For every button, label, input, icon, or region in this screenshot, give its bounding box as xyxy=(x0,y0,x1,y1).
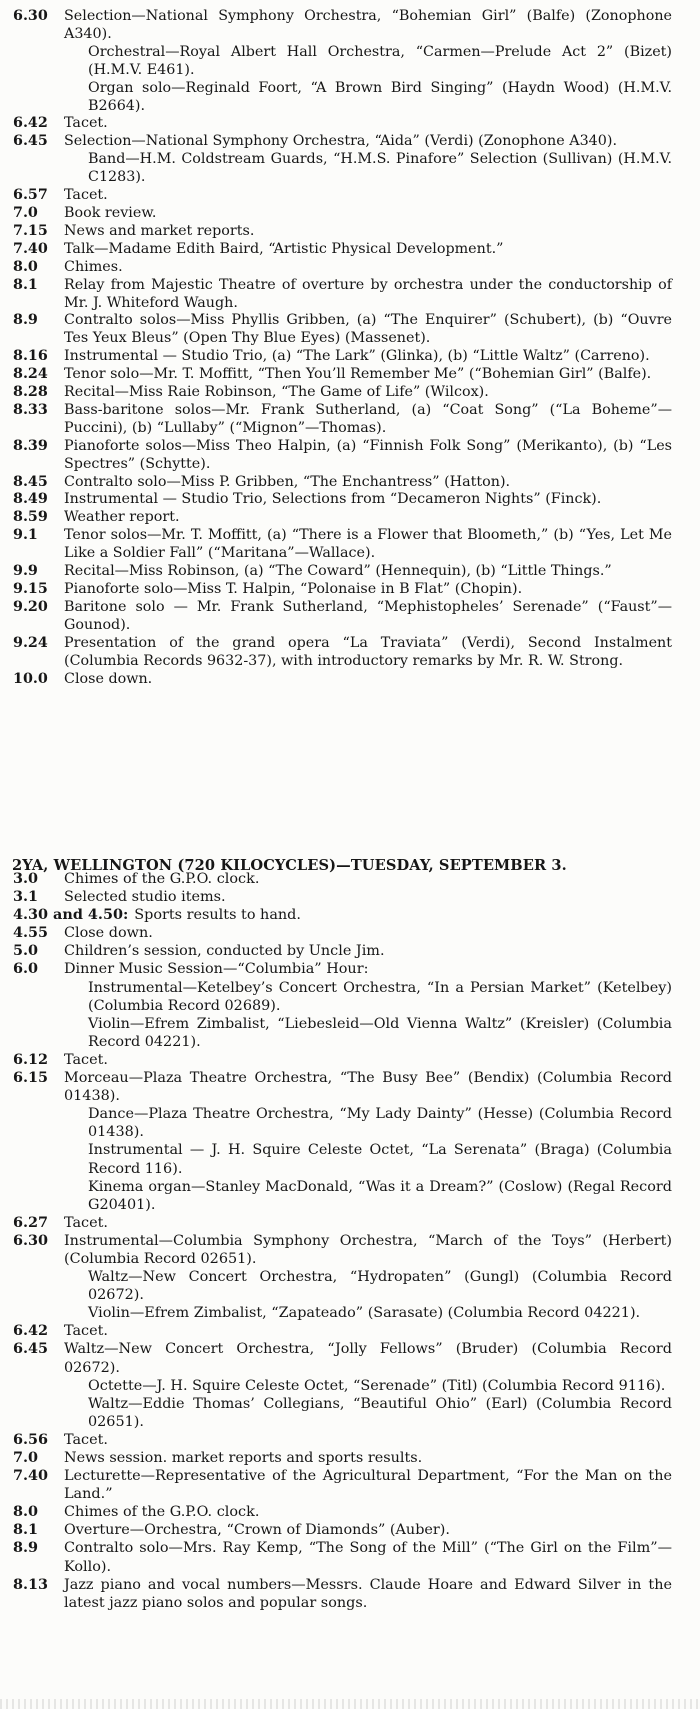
entry-time: 8.16 xyxy=(13,348,48,365)
schedule-entry xyxy=(0,599,700,635)
entry-time: 8.33 xyxy=(13,401,48,418)
entry-text: Kinema organ—Stanley MacDonald, “Was it a Dream?” (Coslow) (Regal Record G20401). xyxy=(88,1178,672,1213)
entry-text: Chimes of the G.P.O. clock. xyxy=(64,871,260,887)
entry-text: Instrumental—Columbia Symphony Orchestra, “March of the Toys” (Herbert) (Columbia Record 02651). xyxy=(64,1232,672,1267)
schedule-entry xyxy=(0,1521,700,1539)
entry-text: News and market reports. xyxy=(64,222,255,239)
entry-text: Tacet. xyxy=(64,1214,108,1231)
entry-time: 3.0 xyxy=(13,870,39,887)
entry-time: 8.9 xyxy=(13,1539,39,1557)
entry-time: 6.57 xyxy=(13,187,48,204)
schedule-sub-entry xyxy=(0,1015,700,1051)
entry-text: Tacet. xyxy=(64,187,108,204)
entry-time: 8.1 xyxy=(13,276,38,293)
entry-time: 3.1 xyxy=(13,888,39,906)
schedule-entry xyxy=(0,133,700,151)
entry-text: Violin—Efrem Zimbalist, “Zapateado” (Sarasate) (Columbia Record 04221). xyxy=(88,1305,641,1322)
entry-text: Tacet. xyxy=(64,1051,108,1068)
schedule-entry xyxy=(0,581,700,599)
schedule-sub-entry xyxy=(0,979,700,1015)
entry-time: 7.40 xyxy=(13,1467,49,1485)
schedule-entry xyxy=(0,366,700,384)
entry-text: Dinner Music Session—“Columbia” Hour: xyxy=(64,961,369,978)
entry-text: Recital—Miss Robinson, (a) “The Coward” (Hennequin), (b) “Little Things.” xyxy=(64,563,612,580)
schedule-entry xyxy=(0,312,700,348)
schedule-entry xyxy=(0,205,700,223)
schedule-entry xyxy=(0,438,700,474)
entry-text: Orchestral—Royal Albert Hall Orchestra, “Carmen—Prelude Act 2” (Bizet) (H.M.V. E461). xyxy=(88,43,672,78)
schedule-entry xyxy=(0,241,700,259)
first-programme-list xyxy=(0,8,700,688)
schedule-entry xyxy=(0,384,700,402)
schedule-entry xyxy=(0,1069,700,1105)
entry-text: Waltz—Eddie Thomas’ Collegians, “Beautiful Ohio” (Earl) (Columbia Record 02651). xyxy=(88,1395,672,1430)
entry-text: Waltz—New Concert Orchestra, “Jolly Fellows” (Bruder) (Columbia Record 02672). xyxy=(64,1341,672,1376)
entry-text: Octette—J. H. Squire Celeste Octet, “Serenade” (Titl) (Columbia Record 9116). xyxy=(88,1377,666,1394)
page-bottom-edge xyxy=(0,1699,700,1709)
entry-text: Instrumental — Studio Trio, Selections from “Decameron Nights” (Finck). xyxy=(64,491,602,508)
entry-time: 8.1 xyxy=(13,1521,39,1539)
entry-text: Overture—Orchestra, “Crown of Diamonds” (Auber). xyxy=(64,1522,450,1539)
schedule-entry xyxy=(0,527,700,563)
entry-time: 6.0 xyxy=(13,960,39,978)
entry-text: Contralto solo—Miss P. Gribben, “The Enchantress” (Hatton). xyxy=(64,473,511,490)
entry-time: 6.42 xyxy=(13,115,48,132)
entry-text: News session. market reports and sports results. xyxy=(64,1450,423,1466)
entry-time: 8.39 xyxy=(13,437,48,454)
schedule-entry xyxy=(0,1232,700,1268)
entry-text: Sports results to hand. xyxy=(134,907,301,924)
entry-time: 6.27 xyxy=(13,1213,49,1231)
entry-text: Jazz piano and vocal numbers—Messrs. Claude Hoare and Edward Silver in the latest jazz piano solos and popular songs. xyxy=(64,1576,672,1611)
entry-time: 8.0 xyxy=(13,1503,39,1521)
schedule-entry xyxy=(0,1051,700,1069)
entry-time: 8.59 xyxy=(13,509,48,526)
entry-text: Instrumental — Studio Trio, (a) “The Lark” (Glinka), (b) “Little Waltz” (Carreno). xyxy=(64,348,650,365)
entry-time: 8.0 xyxy=(13,258,38,275)
entry-time: 8.13 xyxy=(13,1575,49,1593)
entry-text: Children’s session, conducted by Uncle Jim. xyxy=(64,943,385,960)
entry-text: Baritone solo — Mr. Frank Sutherland, “Mephistopheles’ Serenade” (“Faust”—Gounod). xyxy=(64,598,672,633)
entry-text: Tacet. xyxy=(64,1323,108,1340)
schedule-sub-entry xyxy=(0,1178,700,1214)
entry-text: Tenor solos—Mr. T. Moffitt, (a) “There is a Flower that Bloometh,” (b) “Yes, Let Me Like a Soldier Fall” (“Maritana”—Wallace). xyxy=(64,527,672,562)
schedule-entry xyxy=(0,1214,700,1232)
entry-text: Instrumental—Ketelbey’s Concert Orchestra, “In a Persian Market” (Ketelbey) (Columbia Record 02689). xyxy=(88,979,672,1014)
schedule-entry xyxy=(0,187,700,205)
schedule-entry xyxy=(0,924,700,942)
entry-text: Instrumental — J. H. Squire Celeste Octet, “La Serenata” (Braga) (Columbia Record 116). xyxy=(88,1142,672,1177)
entry-text: Close down. xyxy=(64,670,153,687)
schedule-entry xyxy=(0,635,700,671)
station-heading: 2YA, WELLINGTON (720 KILOCYCLES)—TUESDAY, SEPTEMBER 3. xyxy=(12,857,567,874)
entry-text: Chimes of the G.P.O. clock. xyxy=(64,1504,260,1521)
schedule-sub-entry xyxy=(0,80,700,116)
entry-time: 8.28 xyxy=(13,384,48,401)
entry-text: Chimes. xyxy=(64,258,123,275)
entry-text: Selection—National Symphony Orchestra, “Aida” (Verdi) (Zonophone A340). xyxy=(64,133,617,150)
entry-time: 8.24 xyxy=(13,366,48,383)
entry-time: 9.24 xyxy=(13,634,48,651)
schedule-entry xyxy=(0,8,700,44)
entry-time: 6.30 xyxy=(13,8,48,24)
schedule-entry xyxy=(0,870,700,888)
schedule-entry xyxy=(0,1449,700,1467)
entry-text: Recital—Miss Raie Robinson, “The Game of Life” (Wilcox). xyxy=(64,384,489,401)
entry-time: 4.55 xyxy=(13,924,49,942)
entry-time: 5.0 xyxy=(13,942,39,960)
entry-text: Morceau—Plaza Theatre Orchestra, “The Busy Bee” (Bendix) (Columbia Record 01438). xyxy=(64,1070,672,1105)
entry-time: 6.15 xyxy=(13,1069,49,1087)
entry-text: Tacet. xyxy=(64,1431,108,1448)
schedule-entry xyxy=(0,509,700,527)
schedule-entry xyxy=(0,348,700,366)
schedule-entry xyxy=(0,1503,700,1521)
entry-text: Book review. xyxy=(64,204,157,221)
entry-text: Weather report. xyxy=(64,509,180,526)
schedule-entry xyxy=(0,563,700,581)
schedule-entry xyxy=(0,491,700,509)
entry-text: Pianoforte solos—Miss Theo Halpin, (a) “Finnish Folk Song” (Merikanto), (b) “Les Spectres” (Schytte). xyxy=(64,437,672,472)
entry-text: Relay from Majestic Theatre of overture by orchestra under the conductorship of Mr. J. Whiteford Waugh. xyxy=(64,276,672,311)
entry-time: 6.45 xyxy=(13,1340,49,1358)
entry-time: 9.1 xyxy=(13,527,38,544)
schedule-sub-entry xyxy=(0,1395,700,1431)
schedule-sub-entry xyxy=(0,1141,700,1177)
schedule-entry xyxy=(0,1576,700,1612)
entry-text: Organ solo—Reginald Foort, “A Brown Bird Singing” (Haydn Wood) (H.M.V. B2664). xyxy=(88,79,672,114)
entry-text: Band—H.M. Coldstream Guards, “H.M.S. Pinafore” Selection (Sullivan) (H.M.V. C1283). xyxy=(88,151,672,186)
schedule-sub-entry xyxy=(0,151,700,187)
schedule-entry xyxy=(0,1467,700,1503)
entry-text: Talk—Madame Edith Baird, “Artistic Physical Development.” xyxy=(64,240,504,257)
entry-time: 9.20 xyxy=(13,598,48,615)
entry-time: 7.0 xyxy=(13,204,38,221)
entry-text: Lecturette—Representative of the Agricultural Department, “For the Man on the Land.” xyxy=(64,1468,672,1503)
schedule-entry xyxy=(0,277,700,313)
entry-text: Tenor solo—Mr. T. Moffitt, “Then You’ll Remember Me” (“Bohemian Girl” (Balfe). xyxy=(64,366,652,383)
entry-text: Tacet. xyxy=(64,115,108,132)
schedule-entry xyxy=(0,1322,700,1340)
schedule-entry xyxy=(0,402,700,438)
entry-time: 6.42 xyxy=(13,1322,49,1340)
schedule-sub-entry xyxy=(0,1304,700,1322)
entry-text: Bass-baritone solos—Mr. Frank Sutherland, (a) “Coat Song” (“La Boheme”—Puccini), (b) “Lullaby” (“Mignon”—Thomas). xyxy=(64,401,672,436)
entry-text: Contralto solos—Miss Phyllis Gribben, (a) “The Enquirer” (Schubert), (b) “Ouvre Tes Yeux Bleus” (Open Thy Blue Eyes) (Massenet). xyxy=(64,312,672,347)
entry-time: 6.45 xyxy=(13,133,48,150)
entry-text: Presentation of the grand opera “La Traviata” (Verdi), Second Instalment (Columbia Records 9632-37), with introductory remarks by Mr. R. W. Strong. xyxy=(64,634,672,669)
schedule-entry xyxy=(0,906,700,924)
entry-text: Pianoforte solo—Miss T. Halpin, “Polonaise in B Flat” (Chopin). xyxy=(64,581,523,597)
entry-time: 8.49 xyxy=(13,491,48,508)
schedule-entry xyxy=(0,888,700,906)
entry-text: Waltz—New Concert Orchestra, “Hydropaten” (Gungl) (Columbia Record 02672). xyxy=(88,1269,672,1304)
entry-time: 9.15 xyxy=(13,581,48,597)
schedule-entry xyxy=(0,942,700,960)
schedule-entry xyxy=(0,1539,700,1575)
entry-time: 6.56 xyxy=(13,1430,49,1448)
entry-text: Selected studio items. xyxy=(64,889,226,906)
second-programme-list xyxy=(0,870,700,1612)
entry-time: 4.30 and 4.50: xyxy=(13,906,129,924)
entry-text: Dance—Plaza Theatre Orchestra, “My Lady Dainty” (Hesse) (Columbia Record 01438). xyxy=(88,1106,672,1141)
entry-text: Contralto solo—Mrs. Ray Kemp, “The Song of the Mill” (“The Girl on the Film”—Kollo). xyxy=(64,1540,672,1575)
entry-time: 9.9 xyxy=(13,563,38,580)
schedule-entry xyxy=(0,115,700,133)
schedule-entry xyxy=(0,1431,700,1449)
schedule-entry xyxy=(0,1340,700,1376)
schedule-sub-entry xyxy=(0,1377,700,1395)
entry-text: Close down. xyxy=(64,925,153,942)
schedule-entry xyxy=(0,960,700,978)
schedule-entry xyxy=(0,671,700,689)
entry-time: 8.45 xyxy=(13,473,48,490)
schedule-entry xyxy=(0,474,700,492)
schedule-sub-entry xyxy=(0,1268,700,1304)
entry-text: Violin—Efrem Zimbalist, “Liebesleid—Old Vienna Waltz” (Kreisler) (Columbia Record 04221). xyxy=(88,1015,672,1050)
schedule-sub-entry xyxy=(0,1105,700,1141)
entry-time: 7.40 xyxy=(13,240,48,257)
entry-time: 6.12 xyxy=(13,1050,49,1068)
entry-time: 8.9 xyxy=(13,312,38,329)
entry-time: 7.15 xyxy=(13,222,48,239)
schedule-entry xyxy=(0,223,700,241)
schedule-sub-entry xyxy=(0,44,700,80)
entry-time: 10.0 xyxy=(13,670,48,687)
entry-text: Selection—National Symphony Orchestra, “Bohemian Girl” (Balfe) (Zonophone A340). xyxy=(64,8,672,42)
entry-time: 7.0 xyxy=(13,1449,39,1466)
entry-time: 6.30 xyxy=(13,1231,49,1249)
schedule-entry xyxy=(0,259,700,277)
